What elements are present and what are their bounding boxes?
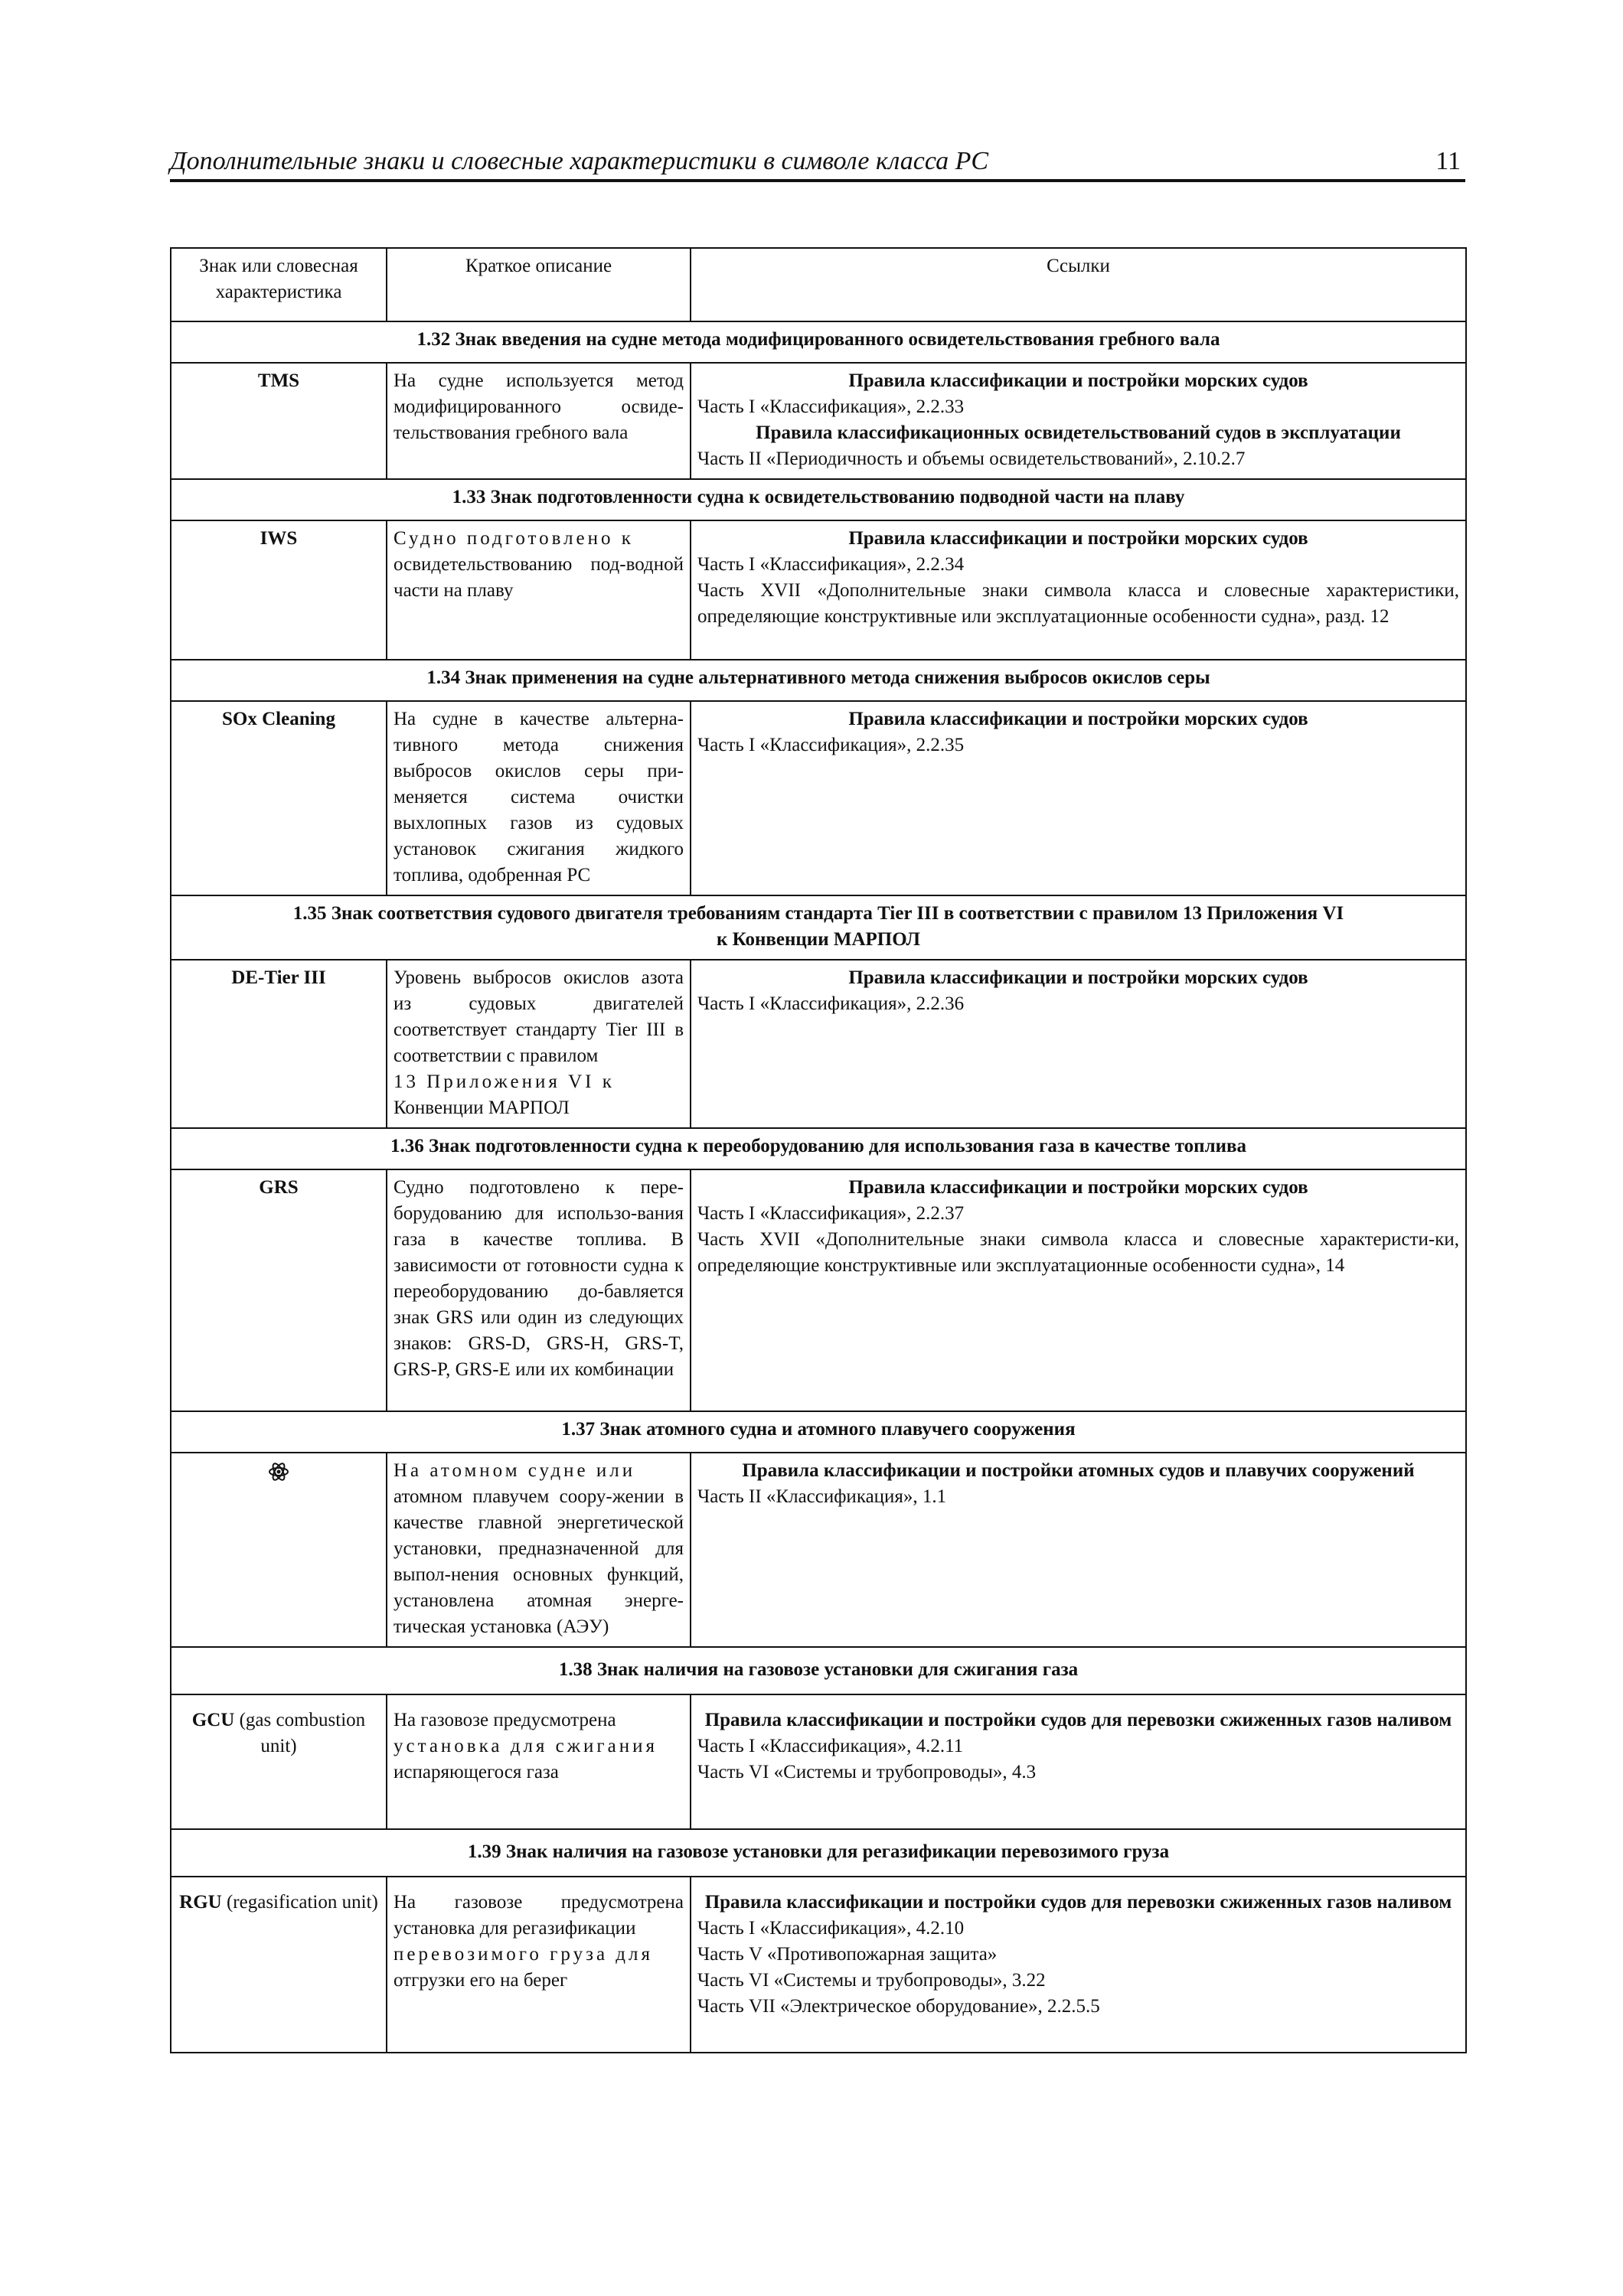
reference-line: Часть V «Противопожарная защита» xyxy=(697,1944,998,1965)
rules-title: Правила классификации и постройки атомных судов и плавучих сооружений xyxy=(742,1460,1415,1481)
sign-cell: DE-Tier III xyxy=(171,960,387,1128)
section-row xyxy=(171,660,1466,701)
table-row xyxy=(171,960,1466,1128)
description-cell xyxy=(387,1453,691,1647)
section-row xyxy=(171,1829,1466,1877)
class-notations-table xyxy=(170,247,1467,2053)
description-line: 13 Приложения VI к xyxy=(394,1071,615,1092)
description-cell: Судно подготовлено к пере-борудованию для использо-вания газа в качестве топлива. В зависимости от готовности судна к переоборудованию до-бавляется знак GRS или один из следующих знаков: GRS-D, GRS-H, GRS-T, GRS-P, GRS-E или их комбинации xyxy=(387,1169,691,1411)
sign-cell: TMS xyxy=(171,363,387,479)
rules-title: Правила классификации и постройки морских судов xyxy=(848,709,1308,729)
table-row xyxy=(171,1169,1466,1411)
rules-title: Правила классификации и постройки морских судов xyxy=(848,370,1308,391)
section-title: 1.39 Знак наличия на газовозе установки для регазификации перевозимого груза xyxy=(171,1829,1466,1877)
reference-line: Часть I «Классификация», 2.2.37 xyxy=(697,1203,965,1224)
reference-line: Часть II «Классификация», 1.1 xyxy=(697,1486,947,1507)
section-row xyxy=(171,479,1466,520)
table-row xyxy=(171,1877,1466,2053)
reference-line: Часть I «Классификация», 4.2.10 xyxy=(697,1918,965,1939)
description-line: установка для сжигания xyxy=(394,1736,658,1756)
reference-line: Часть I «Классификация», 4.2.11 xyxy=(697,1736,964,1756)
description-line: Конвенции МАРПОЛ xyxy=(394,1097,570,1118)
section-title xyxy=(171,895,1466,960)
reference-line: Часть I «Классификация», 2.2.35 xyxy=(697,735,965,755)
section-title: 1.37 Знак атомного судна и атомного плавучего сооружения xyxy=(171,1411,1466,1453)
table-row xyxy=(171,1694,1466,1829)
rules-title: Правила классификации и постройки морских судов xyxy=(848,528,1308,549)
references-cell xyxy=(691,960,1466,1128)
description-line: испаряющегося газа xyxy=(394,1762,559,1782)
sign-cell xyxy=(171,1877,387,2053)
section-title-line: к Конвенции МАРПОЛ xyxy=(716,929,921,950)
section-row xyxy=(171,1647,1466,1694)
page-title: Дополнительные знаки и словесные характеристики в символе класса РС xyxy=(170,147,989,175)
column-header-sign: Знак или словесная характеристика xyxy=(171,248,387,321)
references-cell xyxy=(691,1877,1466,2053)
reference-line: Часть VI «Системы и трубопроводы», 4.3 xyxy=(697,1762,1037,1782)
description-line: Уровень выбросов окислов азота из судовых двигателей соответствует стандарту Tier III в соответствии с правилом xyxy=(394,967,684,1066)
table-header-row xyxy=(171,248,1466,321)
description-line: перевозимого груза для xyxy=(394,1944,654,1965)
references-cell xyxy=(691,701,1466,895)
table-row xyxy=(171,520,1466,660)
sign-cell xyxy=(171,1694,387,1829)
description-cell xyxy=(387,1877,691,2053)
description-cell: На судне используется метод модифицированного освиде-тельствования гребного вала xyxy=(387,363,691,479)
description-line: атомном плавучем соору-жении в качестве главной энергетической установки, предназначенной для выпол-нения основных функций, установлена атомная энерге-тическая установка (АЭУ) xyxy=(394,1486,684,1637)
column-header-references: Ссылки xyxy=(691,248,1466,321)
rules-title: Правила классификации и постройки морских судов xyxy=(848,967,1308,988)
description-cell xyxy=(387,520,691,660)
description-line: Судно подготовлено к xyxy=(394,528,634,549)
sign-expansion: (gas combustion unit) xyxy=(234,1710,366,1756)
column-header-description: Краткое описание xyxy=(387,248,691,321)
description-line: На атомном судне или xyxy=(394,1460,636,1481)
sign-cell: IWS xyxy=(171,520,387,660)
sign-cell: GRS xyxy=(171,1169,387,1411)
section-row xyxy=(171,1128,1466,1169)
table-row xyxy=(171,701,1466,895)
sign-cell: SOx Cleaning xyxy=(171,701,387,895)
description-line: отгрузки его на берег xyxy=(394,1970,568,1991)
rules-title: Правила классификации и постройки судов для перевозки сжиженных газов наливом xyxy=(704,1892,1452,1913)
reference-line: Часть II «Периодичность и объемы освидетельствований», 2.10.2.7 xyxy=(697,448,1246,469)
description-cell xyxy=(387,1694,691,1829)
references-cell xyxy=(691,1694,1466,1829)
reference-line: Часть XVII «Дополнительные знаки символа класса и словесные характеристики, определяющие конструктивные или эксплуатационные особенности судна», разд. 12 xyxy=(697,580,1459,627)
page-number: 11 xyxy=(1435,147,1461,175)
references-cell xyxy=(691,1169,1466,1411)
description-line: На газовозе предусмотрена установка для регазификации xyxy=(394,1892,684,1939)
reference-line: Часть I «Классификация», 2.2.36 xyxy=(697,993,965,1014)
sign-code: RGU xyxy=(179,1892,222,1913)
references-cell xyxy=(691,363,1466,479)
reference-line: Часть VI «Системы и трубопроводы», 3.22 xyxy=(697,1970,1046,1991)
reference-line: Часть I «Классификация», 2.2.34 xyxy=(697,554,965,575)
rules-title: Правила классификационных освидетельствований судов в эксплуатации xyxy=(756,422,1401,443)
sign-code: GCU xyxy=(191,1710,235,1730)
rules-title: Правила классификации и постройки судов для перевозки сжиженных газов наливом xyxy=(704,1710,1452,1730)
page-header xyxy=(170,147,1465,182)
reference-line: Часть I «Классификация», 2.2.33 xyxy=(697,396,965,417)
table-row xyxy=(171,363,1466,479)
section-row xyxy=(171,1411,1466,1453)
description-cell xyxy=(387,960,691,1128)
rules-title: Правила классификации и постройки морских судов xyxy=(848,1177,1308,1198)
section-title: 1.32 Знак введения на судне метода модифицированного освидетельствования гребного вала xyxy=(171,321,1466,363)
section-title: 1.34 Знак применения на судне альтернативного метода снижения выбросов окислов серы xyxy=(171,660,1466,701)
section-title: 1.38 Знак наличия на газовозе установки для сжигания газа xyxy=(171,1647,1466,1694)
section-row xyxy=(171,321,1466,363)
reference-line: Часть VII «Электрическое оборудование», 2.2.5.5 xyxy=(697,1996,1100,2017)
references-cell xyxy=(691,1453,1466,1647)
references-cell xyxy=(691,520,1466,660)
section-title: 1.33 Знак подготовленности судна к освидетельствованию подводной части на плаву xyxy=(171,479,1466,520)
description-line: На газовозе предусмотрена xyxy=(394,1710,616,1730)
sign-expansion: (regasification unit) xyxy=(221,1892,378,1913)
section-row xyxy=(171,895,1466,960)
section-title-line: 1.35 Знак соответствия судового двигателя требованиям стандарта Tier III в соответствии с правилом 13 Приложения VI xyxy=(292,903,1344,924)
section-title: 1.36 Знак подготовленности судна к переоборудованию для использования газа в качестве топлива xyxy=(171,1128,1466,1169)
atom-icon xyxy=(267,1460,290,1483)
description-cell: На судне в качестве альтерна-тивного метода снижения выбросов окислов серы при-меняется система очистки выхлопных газов из судовых установок сжигания жидкого топлива, одобренная РС xyxy=(387,701,691,895)
sign-cell xyxy=(171,1453,387,1647)
reference-line: Часть XVII «Дополнительные знаки символа класса и словесные характеристи-ки, определяющие конструктивные или эксплуатационные особенности судна», 14 xyxy=(697,1229,1459,1276)
description-line: освидетельствованию под-водной части на плаву xyxy=(394,554,684,601)
table-row xyxy=(171,1453,1466,1647)
